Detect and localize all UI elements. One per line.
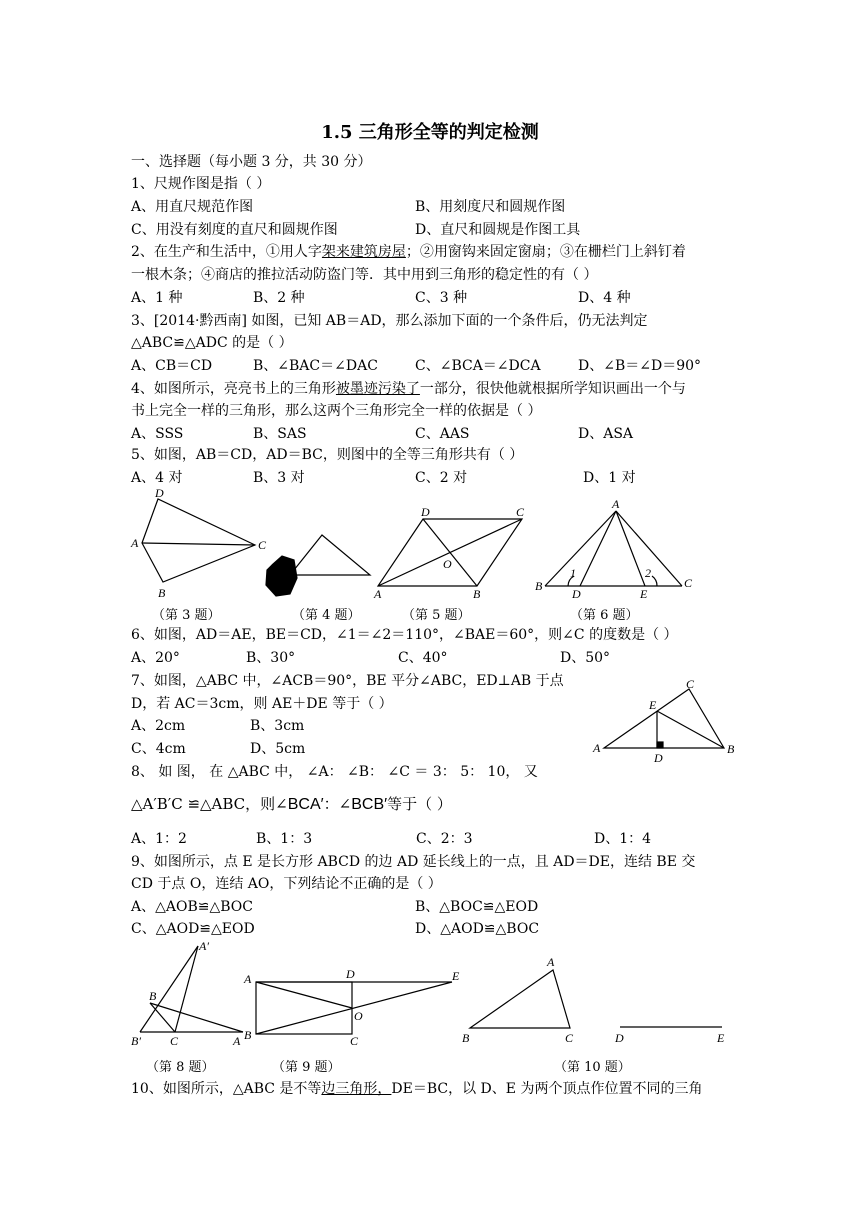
fig6-label-e: E [640, 587, 648, 601]
q1-option-b[interactable]: B、用刻度尺和圆规作图 [415, 199, 566, 215]
fig7-triangle [604, 689, 724, 748]
q2-option-b[interactable]: B、2 种 [253, 290, 305, 306]
fig6-angle2-arc [652, 576, 657, 586]
fig8-label-a: A [233, 1034, 241, 1048]
fig10-label-b: B [462, 1031, 470, 1045]
caption-q10: （第 10 题） [554, 1060, 631, 1075]
fig5-label-c: C [516, 505, 525, 519]
q1-stem: 1、尺规作图是指（ ） [131, 176, 271, 192]
fig9-label-c: C [350, 1034, 359, 1048]
q1-option-c[interactable]: C、用没有刻度的直尺和圆规作图 [131, 222, 338, 238]
figure-q3 [142, 499, 255, 582]
q8-option-b[interactable]: B、1：3 [256, 831, 313, 847]
fig9-label-o: O [354, 1009, 363, 1023]
fig9-rectangle [256, 982, 352, 1034]
fig9-label-b: B [244, 1028, 252, 1042]
fig8-ca1 [175, 946, 198, 1032]
fig5-label-d: D [421, 505, 430, 519]
q5-option-a[interactable]: A、4 对 [131, 470, 183, 486]
fig9-label-a: A [244, 972, 252, 986]
fig9-ao [256, 982, 352, 1008]
caption-q4: （第 4 题） [292, 608, 361, 623]
figure-q7 [604, 689, 724, 748]
fig9-label-e: E [452, 969, 460, 983]
q7-option-a[interactable]: A、2cm [131, 718, 186, 734]
fig4-triangle [290, 535, 370, 575]
q8-option-c[interactable]: C、2：3 [416, 831, 473, 847]
figure-q4 [266, 535, 370, 596]
q3-option-c[interactable]: C、∠BCA＝∠DCA [415, 358, 541, 374]
q9-option-c[interactable]: C、△AOD≌△EOD [131, 921, 255, 937]
figure-q6 [545, 511, 682, 586]
caption-q8: （第 8 题） [146, 1060, 215, 1075]
q6-stem: 6、如图，AD＝AE，BE＝CD，∠1＝∠2＝110°，∠BAE＝60°，则∠C 的度数是（ ） [131, 627, 678, 643]
q4-stem-line1: 4、如图所示，亮亮书上的三角形被墨迹污染了一部分，很快他就根据所学知识画出一个与 [131, 381, 686, 397]
q3-stem-line2: △ABC≌△ADC 的是（ ） [131, 335, 293, 351]
caption-q9: （第 9 题） [272, 1060, 341, 1075]
q9-stem-line2: CD 于点 O，连结 AO，下列结论不正确的是（ ） [131, 876, 442, 892]
figure-q10 [470, 970, 722, 1028]
fig3-label-d: D [155, 486, 164, 500]
fig7-right-angle [657, 742, 663, 748]
fig3-label-b: B [158, 586, 166, 600]
q7-option-d[interactable]: D、5cm [250, 741, 306, 757]
fig8-ba [150, 1003, 243, 1032]
fig6-label-2: 2 [645, 566, 651, 580]
caption-q5: （第 5 题） [402, 608, 471, 623]
fig5-label-o: O [443, 557, 452, 571]
q5-option-c[interactable]: C、2 对 [415, 470, 468, 486]
fig6-label-1: 1 [570, 566, 576, 580]
q9-stem-line1: 9、如图所示，点 E 是长方形 ABCD 的边 AD 延长线上的一点，且 AD＝DE，连结 BE 交 [131, 854, 696, 870]
fig8-label-c: C [170, 1034, 179, 1048]
q4-stem-line2: 书上完全一样的三角形，那么这两个三角形完全一样的依据是（ ） [131, 403, 542, 419]
q7-stem-line1: 7、如图，△ABC 中，∠ACB＝90°，BE 平分∠ABC，ED⊥AB 于点 [131, 673, 564, 689]
fig6-label-b: B [535, 579, 543, 593]
fig10-label-c: C [565, 1031, 574, 1045]
page-title: 1.5 三角形全等的判定检测 [321, 122, 539, 143]
q7-stem-line2: D，若 AC＝3cm，则 AE＋DE 等于（ ） [131, 696, 393, 712]
q3-option-d[interactable]: D、∠B＝∠D＝90° [578, 358, 702, 374]
q8-option-d[interactable]: D、1：4 [594, 831, 652, 847]
figure-q9 [256, 982, 452, 1034]
q2-stem-line2: 一根木条；④商店的推拉活动防盗门等．其中用到三角形的稳定性的有（ ） [131, 267, 598, 283]
q6-option-c[interactable]: C、40° [398, 650, 448, 666]
q6-option-a[interactable]: A、20° [131, 650, 180, 666]
fig5-label-b: B [473, 587, 481, 601]
fig7-label-a: A [593, 741, 601, 755]
q9-option-b[interactable]: B、△BOC≌△EOD [415, 899, 539, 915]
q5-option-b[interactable]: B、3 对 [253, 470, 305, 486]
q2-stem-line1: 2、在生产和生活中，①用人字架来建筑房屋；②用窗钩来固定窗扇；③在栅栏门上斜钉着 [131, 244, 686, 260]
fig10-triangle [470, 970, 570, 1028]
fig8-label-b-prime: B′ [131, 1034, 141, 1048]
q6-option-b[interactable]: B、30° [246, 650, 296, 666]
fig3-kite [142, 499, 255, 582]
fig10-label-a: A [547, 955, 555, 969]
q10-stem-line1: 10、如图所示，△ABC 是不等边三角形，DE＝BC，以 D、E 为两个顶点作位置不同的三角 [131, 1081, 703, 1097]
fig6-label-d: D [572, 587, 581, 601]
q3-option-a[interactable]: A、CB＝CD [131, 358, 213, 374]
q4-option-b[interactable]: B、SAS [253, 426, 307, 442]
q7-option-c[interactable]: C、4cm [131, 741, 186, 757]
fig9-label-d: D [346, 967, 355, 981]
fig7-be [657, 711, 724, 748]
q2-option-a[interactable]: A、1 种 [131, 290, 183, 306]
q1-option-d[interactable]: D、直尺和圆规是作图工具 [415, 222, 581, 238]
fig6-label-a: A [612, 497, 620, 511]
figure-q5 [378, 519, 522, 586]
q8-option-a[interactable]: A、1：2 [131, 831, 187, 847]
section-heading: 一、选择题（每小题 3 分，共 30 分） [131, 154, 372, 170]
q9-option-a[interactable]: A、△AOB≌△BOC [131, 899, 253, 915]
q8-stem-line1: 8、 如 图， 在 △ABC 中， ∠A： ∠B： ∠C ＝ 3： 5： 10， 又 [131, 764, 538, 780]
fig10-label-e: E [717, 1031, 725, 1045]
fig3-label-c: C [258, 538, 267, 552]
fig6-ad [580, 511, 616, 586]
fig7-label-d: D [654, 751, 663, 765]
fig5-diagonal-ac [378, 519, 522, 586]
q4-option-d[interactable]: D、ASA [578, 426, 634, 442]
q5-stem: 5、如图，AB＝CD，AD＝BC，则图中的全等三角形共有（ ） [131, 447, 524, 463]
fig3-label-a: A [131, 536, 139, 550]
fig8-label-a-prime: A′ [199, 939, 209, 953]
fig8-label-b: B [149, 989, 157, 1003]
q4-option-a[interactable]: A、SSS [131, 426, 184, 442]
fig7-label-b: B [727, 742, 735, 756]
q2-option-c[interactable]: C、3 种 [415, 290, 468, 306]
q8-stem-line2: △A′B′C ≌△ABC，则∠BCA′：∠BCB′等于（ ） [131, 795, 452, 813]
q7-option-b[interactable]: B、3cm [250, 718, 305, 734]
caption-q3: （第 3 题） [152, 608, 221, 623]
q5-option-d[interactable]: D、1 对 [583, 470, 636, 486]
fig6-ae [616, 511, 645, 586]
fig7-label-e: E [649, 698, 657, 712]
q3-stem-line1: 3、[2014·黔西南] 如图，已知 AB＝AD，那么添加下面的一个条件后，仍无法判定 [131, 313, 648, 329]
caption-q6: （第 6 题） [570, 608, 639, 623]
fig7-label-c: C [686, 677, 695, 691]
fig3-diagonal [142, 543, 255, 545]
q3-option-b[interactable]: B、∠BAC＝∠DAC [253, 358, 378, 374]
fig10-label-d: D [615, 1031, 624, 1045]
q6-option-d[interactable]: D、50° [560, 650, 611, 666]
q1-option-a[interactable]: A、用直尺规范作图 [131, 199, 254, 215]
q9-option-d[interactable]: D、△AOD≌△BOC [415, 921, 540, 937]
fig5-label-a: A [374, 587, 382, 601]
fig6-ab [545, 511, 616, 586]
fig4-ink-blot [266, 556, 297, 596]
q4-option-c[interactable]: C、AAS [415, 426, 470, 442]
q2-option-d[interactable]: D、4 种 [578, 290, 631, 306]
fig6-label-c: C [684, 576, 693, 590]
